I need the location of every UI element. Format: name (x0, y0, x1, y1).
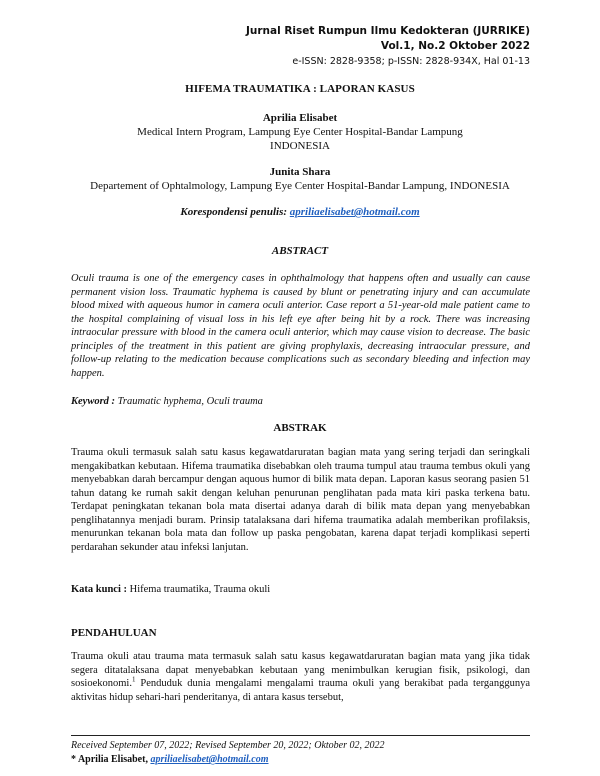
footer-divider (71, 735, 530, 736)
abstrak-heading: ABSTRAK (273, 422, 327, 434)
journal-header (246, 24, 530, 69)
journal-name: Jurnal Riset Rumpun Ilmu Kedokteran (JURRIKE) (245, 25, 530, 37)
journal-issn: e-ISSN: 2828-9358; p-ISSN: 2828-934X, Hal 01-13 (292, 56, 530, 67)
author-affiliation: Medical Intern Program, Lampung Eye Center Hospital-Bandar Lampung (137, 126, 463, 138)
author-affiliation: Departement of Ophtalmology, Lampung Eye Center Hospital-Bandar Lampung, INDONESIA (90, 180, 510, 192)
abstrak-text: Trauma okuli termasuk salah satu kasus kegawatdaruratan bagian mata yang sering terjadi dan seringkali mengakibatkan kebutaan. Hifema traumatika disebabkan oleh trauma tumpul atau trauma tembus okuli yang menyebabkan darah bercampur dengan aquous humor di bilik mata depan. Laporan kasus seorang pasien 51 tahun datang ke rumah sakit dengan keluhan penurunan penglihatan pada mata kiri paska terkena batu. Terdapat peningkatan tekanan bola mata disertai adanya darah di bilik mata depan yang menyebabkan penglihatannya menjadi buram. Prinsip tatalaksana dari hifema traumatika adalah memberikan profilaksis, menurunkan tekanan bola mata dan follow up paska pengobatan, karena dapat terjadi komplikasi seperti perdarahan sekunder atau infeksi lanjutan. (71, 447, 530, 553)
correspondence-line (0, 206, 600, 218)
footer-dates: Received September 07, 2022; Revised September 20, 2022; Oktober 02, 2022 (71, 740, 385, 751)
footer-email-link[interactable]: apriliaelisabet@hotmail.com (150, 754, 269, 765)
author-block-1 (0, 111, 600, 153)
author-block-2 (0, 165, 600, 193)
introduction-text-part2: Penduduk dunia mengalami mengalami trauma okuli yang berakibat pada terganggunya aktivitas hidup sehari-hari penderitanya, di antara kasus tersebut, (71, 678, 530, 703)
keywords-line (71, 396, 263, 407)
author-name: Aprilia Elisabet (262, 112, 338, 124)
footer-author: * Aprilia Elisabet, (71, 754, 148, 765)
kata-kunci-value: Hifema traumatika, Trauma okuli (129, 584, 271, 595)
abstract-text: Oculi trauma is one of the emergency cases in ophthalmology that happens often and usually can cause permanent vision loss. Traumatic hyphema is caused by blunt or penetrating injury and can accumulate blood mixed with aqueous humor in camera oculi anterior. Case report a 51-year-old male patient came to the hospital complaining of visual loss in his left eye after being hit by a rock. There was increasing intraocular pressure with blood in the camera oculi anterior, which may cause vision to decrease. The basic principles of the treatment in this patient are giving prophylaxis, decreasing intraocular pressure, and follow-up relating to the medication because complications such as secondary bleeding and infection may happen. (71, 273, 530, 379)
author-affiliation-country: INDONESIA (270, 140, 330, 152)
introduction-text-part1: Trauma okuli atau trauma mata termasuk salah satu kasus kegawatdaruratan bagian mata yang jika tidak segera ditatalaksana dapat menyebabkan kebutaan yang menimbulkan kerugian fisik, psikologi, dan sosioekonomi. (71, 651, 530, 689)
correspondence-label: Korespondensi penulis: (180, 206, 288, 218)
abstract-heading: ABSTRACT (271, 245, 329, 257)
kata-kunci-label: Kata kunci : (71, 584, 128, 595)
introduction-heading: PENDAHULUAN (71, 627, 157, 639)
paper-title: HIFEMA TRAUMATIKA : LAPORAN KASUS (185, 83, 415, 95)
keywords-value: Traumatic hyphema, Oculi trauma (117, 396, 263, 407)
author-name: Junita Shara (269, 166, 331, 178)
keywords-label: Keyword : (71, 396, 116, 407)
footer-author-line (71, 754, 269, 765)
journal-volume: Vol.1, No.2 Oktober 2022 (380, 40, 530, 52)
citation-marker: 1 (131, 675, 136, 684)
correspondence-email-link[interactable]: apriliaelisabet@hotmail.com (289, 206, 420, 218)
introduction-text (71, 650, 530, 704)
kata-kunci-line (71, 584, 270, 595)
